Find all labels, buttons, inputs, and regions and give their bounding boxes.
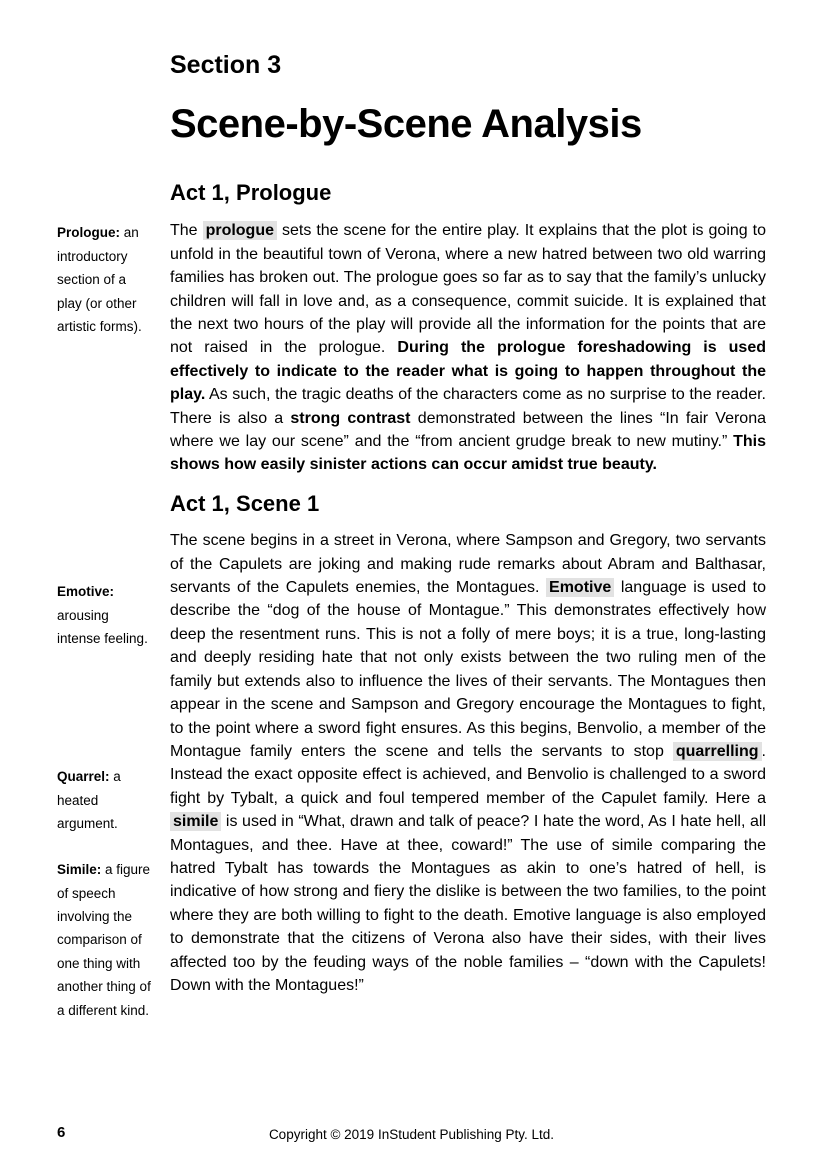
page-number: 6 xyxy=(57,1124,66,1141)
prologue-row xyxy=(0,219,823,476)
margin-note-simile: Simile: a figure of speech involving the comparison of one thing with another thing of a different kind. xyxy=(57,862,151,1018)
section-label: Section 3 xyxy=(170,51,282,79)
paragraph-act1-prologue: The prologue sets the scene for the entire play. It explains that the plot is going to unfold in the beautiful town of Verona, where a new hatred between two old warring families has broken out. The prologue goes so far as to say that the family’s unlucky children will fall in love and, as a consequence, commit suicide. It is explained that the next two hours of the play will provide all the information for the points that are not raised in the prologue. During the prologue foreshadowing is used effectively to indicate to the reader what is going to happen throughout the play. As such, the tragic deaths of the characters come as no surprise to the reader. There is also a strong contrast demonstrated between the lines “In fair Verona where we lay our scene” and the “from ancient grudge break to new mutiny.” This shows how easily sinister actions can occur amidst true beauty. xyxy=(170,222,767,474)
page-title: Scene-by-Scene Analysis xyxy=(170,102,642,146)
heading-act1-scene1: Act 1, Scene 1 xyxy=(170,490,320,516)
margin-column xyxy=(0,529,170,1018)
text-column xyxy=(170,529,766,997)
paragraph-act1-scene1: The scene begins in a street in Verona, where Sampson and Gregory, two servants of the Capulets are joking and making rude remarks about Abram and Balthasar, servants of the Capulets enemies, the Montagues. Emotive language is used to describe the “dog of the house of Montague.” This demonstrates effectively how deep the resentment runs. This is not a folly of mere boys; it is a true, long-lasting and deeply residing hate that not only exists between the two ruling men of the family but extends also to influence the lives of their servants. The Montagues then appear in the scene and Sampson and Gregory encourage the Montagues to fight, to the point where a sword fight ensures. As this begins, Benvolio, a member of the Montague family enters the scene and tells the servants to stop quarrelling . Instead the exact opposite effect is achieved, and Benvolio is challenged to a sword fight by Tybalt, a quick and foul tempered member of the Capulet family. Here a simile is used in “What, drawn and talk of peace? I hate the word, As I hate hell, all Montagues, and thee. Have at thee, coward!” The use of simile comparing the hatred Tybalt has towards the Montagues as akin to one’s hatred of hell, is indicative of how strong and fiery the dislike is between the two families, to the point where they are both willing to fight to the death. Emotive language is also employed to demonstrate that the citizens of Verona also have their sides, with their lives affected too by the feuding ways of the noble families – “down with the Capulets! Down with the Montagues!” xyxy=(170,532,767,994)
heading-act1-prologue: Act 1, Prologue xyxy=(170,180,332,205)
text-column xyxy=(170,219,766,476)
scene1-row xyxy=(0,529,823,1018)
copyright-line: Copyright © 2019 InStudent Publishing Pty. Ltd. xyxy=(268,1127,555,1142)
margin-note-quarrel: Quarrel: a heated argument. xyxy=(57,769,121,832)
margin-note-emotive: Emotive: arousing intense feeling. xyxy=(57,584,148,647)
margin-column xyxy=(0,219,170,476)
margin-note-prologue: Prologue: an introductory section of a play (or other artistic forms). xyxy=(57,225,142,335)
